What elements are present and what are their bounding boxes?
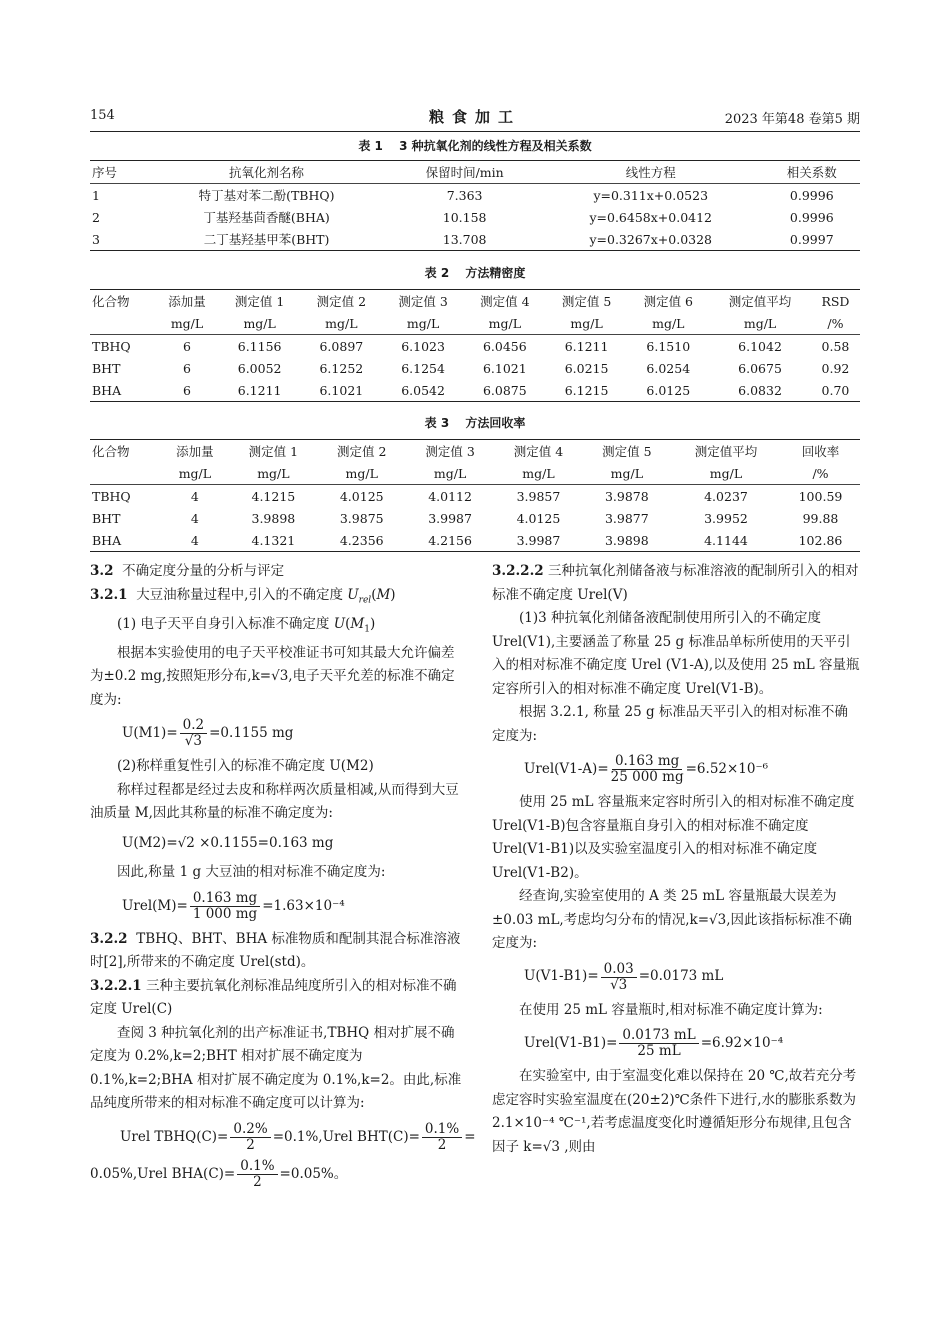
table2-cell: 6.0125 bbox=[627, 379, 709, 402]
table2-cell: 6.1252 bbox=[319, 360, 364, 376]
table3-cell: 测定值 5 bbox=[583, 440, 671, 463]
table1-cell: 丁基羟基茴香醚(BHA) bbox=[203, 210, 330, 225]
table1-cell: 特丁基对苯二酚(TBHQ) bbox=[198, 188, 335, 203]
table2-cell: 6.1215 bbox=[546, 379, 628, 402]
issue-info: 2023 年第48 卷第5 期 bbox=[724, 112, 860, 127]
para-flask-error: 经查询,实验室使用的 A 类 25 mL 容量瓶最大误差为±0.03 mL,考虑均匀分布的情况,k=√3,因此该指标标准不确定度为: bbox=[492, 888, 852, 951]
table1-cell: 1 bbox=[92, 187, 100, 203]
table2-cell: 测定值 1 bbox=[219, 290, 301, 313]
table2-cell: RSD bbox=[811, 290, 860, 313]
table1-cell: 抗氧化剂名称 bbox=[142, 161, 392, 184]
table2-cell: 6.1510 bbox=[646, 338, 691, 354]
table1-cell: 相关系数 bbox=[764, 161, 860, 184]
table2-cell: mg/L bbox=[301, 312, 383, 335]
table3-cell: 4 bbox=[190, 488, 199, 504]
table1-cell: 0.9997 bbox=[764, 228, 860, 251]
table-row bbox=[90, 357, 860, 379]
table1-cell: 13.708 bbox=[391, 228, 538, 251]
table3-cell: 添加量 bbox=[161, 440, 230, 463]
equation-u-m2: U(M2)=√2 ×0.1155=0.163 mg bbox=[122, 834, 334, 851]
equation-purity-tbhq-bht: Urel TBHQ(C)= $\frac{0.2\%}{2}$ =0.1%, Urel BHT(C)= $\frac{0.1\%}{2}$ = bbox=[120, 1120, 476, 1153]
table3-cell: 3.9987 bbox=[428, 510, 472, 526]
para-repeatability: (2)称样重复性引入的标准不确定度 U(M2) bbox=[117, 758, 374, 775]
para-purity: 查阅 3 种抗氧化剂的出产标准证书,TBHQ 相对扩展不确定度为 0.2%,k=2;BHT 相对扩展不确定度为 0.1%,k=2;BHA 相对扩展不确定度为 0.1%,k=2。由此,标准品纯度所带来的相对标准不确定度可以计算为: bbox=[90, 1024, 462, 1112]
para-balance-25g: 根据 3.2.1, 称量 25 g 标准品天平引入的相对标准不确定度为: bbox=[492, 704, 848, 744]
table-row bbox=[90, 206, 860, 228]
para-balance-uncertainty: (1) 电子天平自身引入标准不确定度 $U(M_1)$ bbox=[117, 615, 376, 635]
table3-cell: 4.0237 bbox=[704, 488, 748, 504]
table1-cell: 保留时间/min bbox=[391, 161, 538, 184]
table3-cell: mg/L bbox=[494, 462, 582, 485]
table3-cell: 3.9875 bbox=[339, 510, 384, 526]
table1-cell: 序号 bbox=[90, 161, 142, 184]
table3-cell: 3.9898 bbox=[251, 510, 296, 526]
table2-cell bbox=[90, 312, 155, 335]
table3-cell: mg/L bbox=[671, 462, 781, 485]
section-3-2-2-heading: 3.2.2 TBHQ、BHT、BHA 标准物质和配制其混合标准溶液时[2],所带来的不确定度 Urel(std)。 bbox=[90, 930, 461, 971]
table-row bbox=[90, 184, 860, 207]
table-units-row bbox=[90, 312, 860, 335]
equation-u-m1: U(M1)= $\frac{0.2}{√3}$ =0.1155 mg bbox=[122, 717, 294, 750]
table2-cell: 6.0875 bbox=[464, 379, 546, 402]
table3-cell: 4.1144 bbox=[671, 529, 781, 552]
table2-cell: 测定值 3 bbox=[382, 290, 464, 313]
table3-cell: mg/L bbox=[406, 462, 494, 485]
table2-cell: 6.0542 bbox=[382, 379, 464, 402]
table2-cell: 6.0456 bbox=[482, 338, 527, 354]
para-balance-calibration: 根据本实验使用的电子天平校准证书可知其最大允许偏差为±0.2 mg,按照矩形分布,k=√3,电子天平允差的标准不确定度为: bbox=[90, 644, 455, 708]
table2-cell: 6.1021 bbox=[301, 379, 383, 402]
table3-cell: 测定值 1 bbox=[229, 440, 317, 463]
equation-u-v1b1: U(V1-B1)= $\frac{0.03}{√3}$ =0.0173 mL bbox=[524, 960, 724, 993]
table3-cell: 102.86 bbox=[781, 529, 860, 552]
table3-cell: 4.1321 bbox=[229, 529, 317, 552]
section-3-2-1-heading: 3.2.1 大豆油称量过程中,引入的不确定度 $U_{rel}(M)$ bbox=[90, 586, 396, 606]
para-flask-relative: 在使用 25 mL 容量瓶时,相对标准不确定度计算为: bbox=[519, 1001, 823, 1018]
table2-cell: 添加量 bbox=[155, 290, 219, 313]
table2-cell: /% bbox=[811, 312, 860, 335]
table2-cell: mg/L bbox=[464, 312, 546, 335]
table3 bbox=[90, 439, 860, 552]
table2-cell: 6.1023 bbox=[401, 338, 445, 354]
table2-cell: 6.0215 bbox=[564, 360, 609, 376]
table2-cell: 6.1021 bbox=[482, 360, 527, 376]
table3-cell: 化合物 bbox=[90, 440, 161, 463]
table3-cell: 4.0125 bbox=[516, 510, 561, 526]
table2-cell: 6 bbox=[183, 360, 191, 376]
page-number: 154 bbox=[90, 108, 115, 123]
para-temperature: 在实验室中, 由于室温变化难以保持在 20 ℃,故若充分考虑定容时实验室温度在(20±2)℃条件下进行,水的膨胀系数为 2.1×10⁻⁴ ℃⁻¹,若考虑温度变化时遵循矩形分布规律,且包含因子 k=√3 ,则由 bbox=[492, 1068, 857, 1155]
table2-cell: 0.70 bbox=[811, 379, 860, 402]
table2-cell: 6.1211 bbox=[564, 338, 609, 354]
right-column bbox=[492, 560, 860, 1159]
table1-cell: 线性方程 bbox=[538, 161, 764, 184]
table-header-row bbox=[90, 290, 860, 313]
table3-cell: 4.0112 bbox=[428, 488, 472, 504]
table2-cell: 6.0675 bbox=[738, 360, 782, 376]
table2-cell: mg/L bbox=[546, 312, 628, 335]
table3-cell: 3.9878 bbox=[604, 488, 649, 504]
table3-cell: mg/L bbox=[583, 462, 671, 485]
table1-cell: 7.363 bbox=[446, 187, 483, 203]
table2-cell: mg/L bbox=[382, 312, 464, 335]
table2-cell: 6 bbox=[155, 379, 219, 402]
table1-cell: y=0.3267x+0.0328 bbox=[538, 228, 764, 251]
table2-cell: 6.0254 bbox=[646, 360, 691, 376]
para-relative-weighing: 因此,称量 1 g 大豆油的相对标准不确定度为: bbox=[117, 864, 386, 881]
table3-cell: 4.2156 bbox=[406, 529, 494, 552]
table2-cell: 6.0052 bbox=[237, 360, 282, 376]
table2-cell: 6.0897 bbox=[319, 338, 364, 354]
table2-cell: 6.0832 bbox=[709, 379, 811, 402]
table2-cell: 测定值 2 bbox=[301, 290, 383, 313]
table3-cell: /% bbox=[781, 462, 860, 485]
para-weighing-process: 称样过程都是经过去皮和称样两次质量相减,从而得到大豆油质量 M,因此其称量的标准不确定度为: bbox=[90, 781, 459, 822]
table2-cell: 6.1254 bbox=[401, 360, 445, 376]
table2-cell: 测定值 6 bbox=[627, 290, 709, 313]
table-row bbox=[90, 379, 860, 402]
table3-cell: 100.59 bbox=[798, 488, 843, 504]
table1-cell: y=0.311x+0.0523 bbox=[593, 187, 709, 203]
table3-cell: 4.0125 bbox=[339, 488, 384, 504]
table3-cell: mg/L bbox=[229, 462, 317, 485]
table3-cell: 4.2356 bbox=[318, 529, 406, 552]
table-row bbox=[90, 228, 860, 251]
table2-cell: 测定值 4 bbox=[464, 290, 546, 313]
section-3-2-heading: 3.2 不确定度分量的分析与评定 bbox=[90, 563, 285, 579]
table1-cell: 3 bbox=[90, 228, 142, 251]
table2-caption: 表 2 方法精密度 bbox=[424, 266, 526, 280]
table1-cell: y=0.6458x+0.0412 bbox=[589, 209, 713, 225]
table2-cell: 0.92 bbox=[821, 360, 850, 376]
table3-cell: 3.9857 bbox=[516, 488, 561, 504]
table2-cell: mg/L bbox=[219, 312, 301, 335]
table-header-row bbox=[90, 161, 860, 184]
table-units-row bbox=[90, 462, 860, 485]
table2-cell: 6 bbox=[183, 338, 191, 354]
header-rule bbox=[90, 131, 860, 132]
table3-cell: 4 bbox=[161, 529, 230, 552]
table3-cell: 4 bbox=[190, 510, 199, 526]
table3-cell bbox=[90, 462, 161, 485]
table2-cell: TBHQ bbox=[92, 338, 131, 354]
equation-urel-v1b1: Urel(V1-B1)= $\frac{0.0173 mL}{25 mL}$ =6.92×10⁻⁴ bbox=[524, 1027, 784, 1059]
para-stock-solution: (1)3 种抗氧化剂储备液配制使用所引入的不确定度 Urel(V1),主要涵盖了称量 25 g 标准品单标所使用的天平引入的相对标准不确定度 Urel (V1-A),以及使用 25 mL 容量瓶定容所引入的相对标准不确定度 Urel(V1-B)。 bbox=[492, 610, 860, 697]
table3-cell: mg/L bbox=[161, 462, 230, 485]
table3-cell: BHT bbox=[92, 510, 121, 526]
table3-cell: 4.1215 bbox=[251, 488, 296, 504]
table1-cell: 0.9996 bbox=[789, 209, 834, 225]
table3-cell: mg/L bbox=[318, 462, 406, 485]
table3-cell: 3.9898 bbox=[583, 529, 671, 552]
table3-cell: 3.9987 bbox=[494, 529, 582, 552]
table2-cell: BHA bbox=[90, 379, 155, 402]
table1-cell: 10.158 bbox=[442, 209, 487, 225]
table2-cell: 6.1156 bbox=[237, 338, 282, 354]
table1-cell: 二丁基羟基甲苯(BHT) bbox=[142, 228, 392, 251]
table3-cell: 测定值 3 bbox=[406, 440, 494, 463]
table-row bbox=[90, 507, 860, 529]
table-row bbox=[90, 485, 860, 508]
table2-cell: 0.58 bbox=[821, 338, 850, 354]
table-row bbox=[90, 529, 860, 552]
table2-cell: 6.1211 bbox=[219, 379, 301, 402]
equation-urel-v1a: Urel(V1-A)= $\frac{0.163 mg}{25 000 mg}$ =6.52×10⁻⁶ bbox=[524, 753, 769, 785]
left-column bbox=[90, 560, 476, 1196]
table3-cell: 测定值平均 bbox=[671, 440, 781, 463]
table2-cell: BHT bbox=[92, 360, 121, 376]
table3-cell: 3.9952 bbox=[704, 510, 748, 526]
table1-cell: 0.9996 bbox=[789, 187, 834, 203]
table2-cell: 测定值 5 bbox=[546, 290, 628, 313]
table2-cell: 测定值平均 bbox=[709, 290, 811, 313]
table-row bbox=[90, 335, 860, 358]
para-volumetric-flask: 使用 25 mL 容量瓶来定容时所引入的相对标准不确定度 Urel(V1-B)包含容量瓶自身引入的相对标准不确定度 Urel(V1-B1)以及实验室温度引入的相对标准不确定度 Urel(V1-B2)。 bbox=[492, 794, 855, 881]
section-3-2-2-2-heading: 3.2.2.2 三种抗氧化剂储备液与标准溶液的配制所引入的相对标准不确定度 Urel(V) bbox=[492, 563, 859, 603]
table2-cell: mg/L bbox=[155, 312, 219, 335]
table3-cell: TBHQ bbox=[92, 488, 131, 504]
table1-cell: 2 bbox=[92, 209, 100, 225]
table3-cell: 测定值 4 bbox=[494, 440, 582, 463]
table3-cell: BHA bbox=[90, 529, 161, 552]
equation-urel-m: Urel(M)= $\frac{0.163 mg}{1 000 mg}$ =1.63×10⁻⁴ bbox=[122, 889, 345, 922]
table2-cell: 6.1042 bbox=[738, 338, 782, 354]
table2-cell: mg/L bbox=[627, 312, 709, 335]
table3-cell: 测定值 2 bbox=[318, 440, 406, 463]
journal-title: 粮食加工 bbox=[428, 108, 521, 126]
section-3-2-2-1-heading: 3.2.2.1 三种主要抗氧化剂标准品纯度所引入的相对标准不确定度 Urel(C) bbox=[90, 977, 457, 1018]
table2 bbox=[90, 289, 860, 402]
table2-cell: mg/L bbox=[709, 312, 811, 335]
table3-cell: 回收率 bbox=[781, 440, 860, 463]
table-header-row bbox=[90, 440, 860, 463]
table1 bbox=[90, 160, 860, 251]
table3-cell: 99.88 bbox=[802, 510, 839, 526]
table2-cell: 化合物 bbox=[90, 290, 155, 313]
table3-cell: 3.9877 bbox=[604, 510, 649, 526]
table1-caption: 表 1 3 种抗氧化剂的线性方程及相关系数 bbox=[358, 139, 592, 153]
equation-purity-bha: 0.05%,Urel BHA(C)= $\frac{0.1\%}{2}$ =0.05%。 bbox=[90, 1157, 348, 1190]
table3-caption: 表 3 方法回收率 bbox=[424, 416, 526, 430]
page-header bbox=[90, 108, 860, 130]
